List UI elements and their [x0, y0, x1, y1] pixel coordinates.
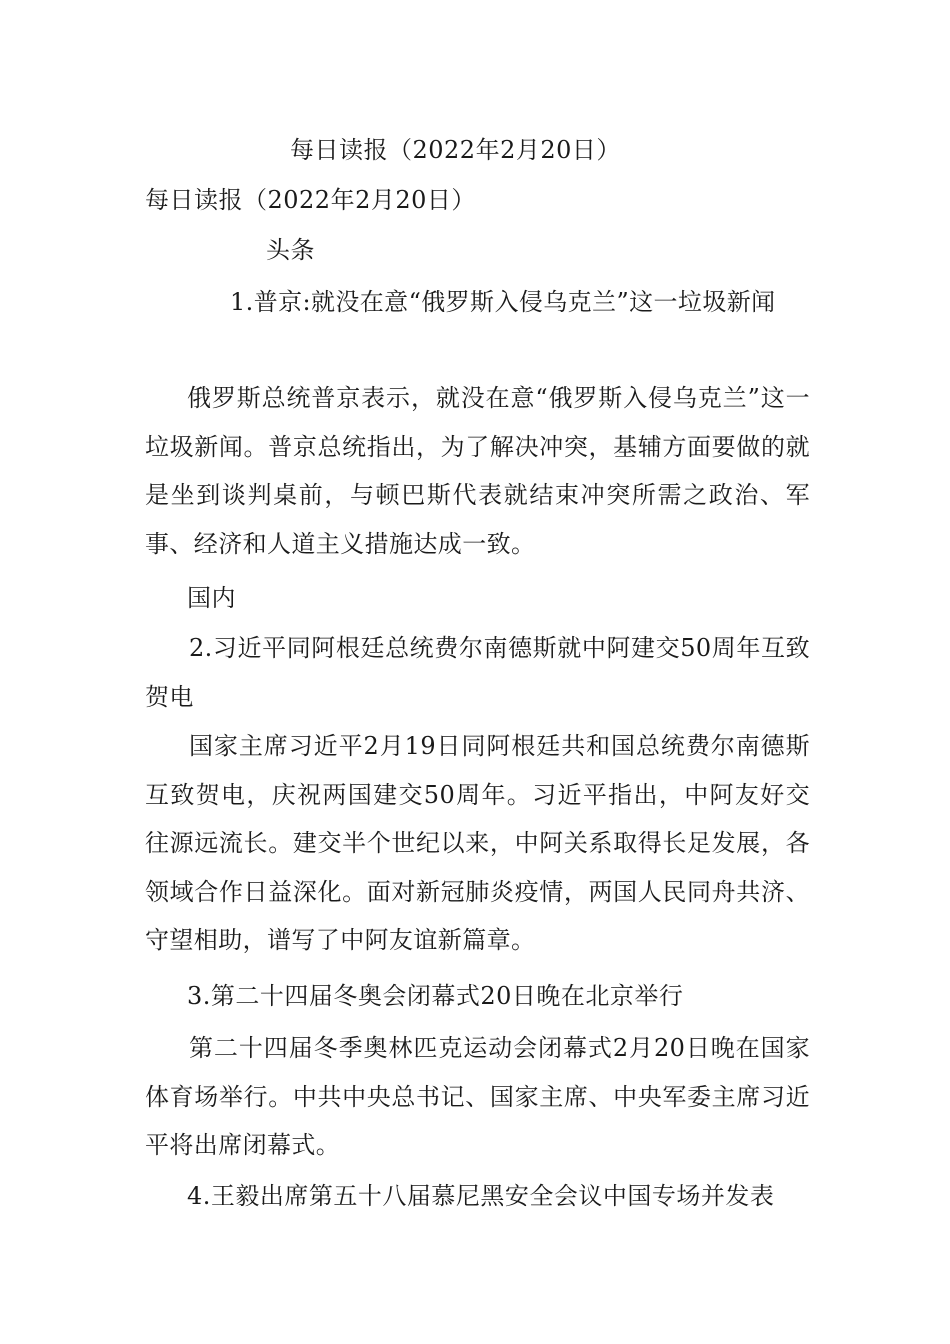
item1-body: 俄罗斯总统普京表示，就没在意“俄罗斯入侵乌克兰”这一垃圾新闻。普京总统指出，为了解决冲突，基辅方面要做的就是坐到谈判桌前，与顿巴斯代表就结束冲突所需之政治、军事、经济和人道主义措施达成一致。 — [145, 384, 810, 558]
main-title: 每日读报（2022年2月20日） — [290, 136, 621, 164]
section-headline: 头条 — [266, 236, 315, 264]
section-domestic: 国内 — [187, 584, 236, 612]
item2-body: 国家主席习近平2月19日同阿根廷共和国总统费尔南德斯互致贺电，庆祝两国建交50周年。习近平指出，中阿友好交往源远流长。建交半个世纪以来，中阿关系取得长足发展，各领域合作日益深化。面对新冠肺炎疫情，两国人民同舟共济、守望相助，谱写了中阿友谊新篇章。 — [145, 732, 810, 954]
item2-title: 2.习近平同阿根廷总统费尔南德斯就中阿建交50周年互致贺电 — [145, 634, 810, 711]
sub-title: 每日读报（2022年2月20日） — [145, 186, 476, 214]
item1-title: 1.普京:就没在意“俄罗斯入侵乌克兰”这一垃圾新闻 — [230, 288, 776, 316]
item4-title: 4.王毅出席第五十八届慕尼黑安全会议中国专场并发表 — [187, 1182, 775, 1210]
item3-title: 3.第二十四届冬奥会闭幕式20日晚在北京举行 — [187, 982, 684, 1010]
item3-body: 第二十四届冬季奥林匹克运动会闭幕式2月20日晚在国家体育场举行。中共中央总书记、国家主席、中央军委主席习近平将出席闭幕式。 — [145, 1034, 810, 1159]
